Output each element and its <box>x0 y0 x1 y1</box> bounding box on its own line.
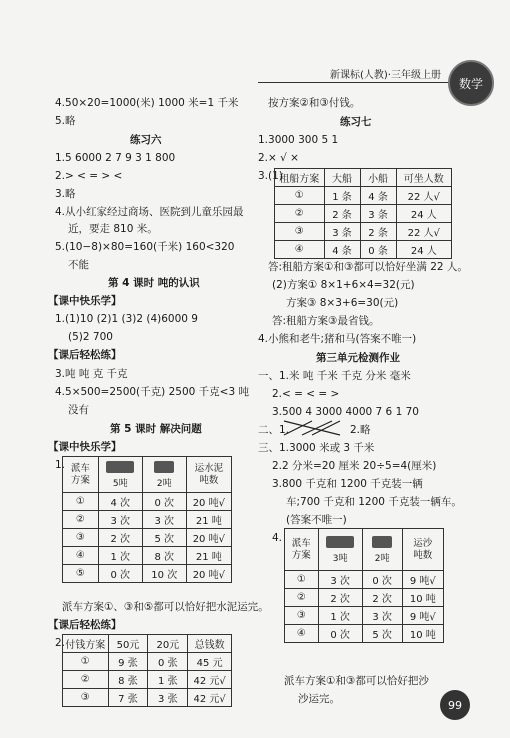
cement-cell: 3 次 <box>142 511 186 529</box>
cement-cell: 10 次 <box>142 565 186 583</box>
pay-cell: ② <box>63 671 109 689</box>
boat-cell: ① <box>275 187 325 205</box>
u1: 2.< = < = > <box>272 388 340 400</box>
cement-cell: 20 吨√ <box>186 493 231 511</box>
cement-cell: 3 次 <box>98 511 142 529</box>
sand-cell: 5 次 <box>362 625 402 643</box>
left-line-6: 4.从小红家经过商场、医院到儿童乐园最 <box>55 206 244 218</box>
sand-cell: ① <box>285 571 319 589</box>
u10: 4. <box>272 532 283 544</box>
pay-cell: 1 张 <box>148 671 188 689</box>
subject-badge: 数学 <box>448 60 494 106</box>
pay-cell: 45 元 <box>188 653 232 671</box>
left-line-16: 4.5×500=2500(千克) 2500 千克<3 吨 <box>55 386 249 398</box>
pay-cell: 7 张 <box>108 689 148 707</box>
boat-cell: 22 人√ <box>396 187 451 205</box>
pay-cell: 9 张 <box>108 653 148 671</box>
left-line-12: 1.(1)10 (2)1 (3)2 (4)6000 9 <box>55 313 198 325</box>
crossed-lines-drawing <box>282 417 342 439</box>
header-series: 新课标(人教)·三年级上册 <box>330 70 441 81</box>
lesson4-title: 第 4 课时 吨的认识 <box>108 277 200 289</box>
pay-h2: 20元 <box>148 635 188 653</box>
sand-h2: 2吨 <box>362 529 402 571</box>
left-line-1: 5.略 <box>55 115 76 127</box>
left-line-17: 没有 <box>68 404 89 416</box>
boat-h1: 大船 <box>324 169 360 187</box>
cement-cell: 2 次 <box>98 529 142 547</box>
sand-cell: 10 吨 <box>402 625 443 643</box>
cement-cell: 21 吨 <box>186 511 231 529</box>
left-line-5: 3.略 <box>55 188 76 200</box>
left-line-14: 【课后轻松练】 <box>48 349 122 361</box>
section-title-practice6: 练习六 <box>130 134 162 146</box>
boat-cell: 4 条 <box>324 241 360 259</box>
boat-cell: 22 人√ <box>396 223 451 241</box>
cement-cell: 4 次 <box>98 493 142 511</box>
payment-table <box>62 634 232 707</box>
pay-cell: 42 元√ <box>188 689 232 707</box>
cement-h3: 运水泥 吨数 <box>186 457 231 493</box>
u3: 二、1. <box>258 424 290 436</box>
pay-cell: 0 张 <box>148 653 188 671</box>
u2: 3.500 4 3000 4000 7 6 1 70 <box>272 406 419 418</box>
left-line-15: 3.吨 吨 克 千克 <box>55 368 128 380</box>
sand-cell: 9 吨√ <box>402 571 443 589</box>
boat-answer-4: 答:租船方案③最省钱。 <box>272 315 380 327</box>
sand-answer-1: 派车方案①和③都可以恰好把沙 <box>284 675 429 687</box>
boat-cell: 2 条 <box>324 205 360 223</box>
page-number: 99 <box>440 690 470 720</box>
sand-cell: 9 吨√ <box>402 607 443 625</box>
cement-cell: ③ <box>63 529 99 547</box>
pay-h1: 50元 <box>108 635 148 653</box>
u0: 一、1.米 吨 千米 千克 分米 毫米 <box>258 370 411 382</box>
pay-cell: ① <box>63 653 109 671</box>
truck-icon <box>154 461 174 473</box>
cement-cell: ⑤ <box>63 565 99 583</box>
boat-cell: 3 条 <box>324 223 360 241</box>
sand-cell: 2 次 <box>318 589 362 607</box>
boat-cell: ③ <box>275 223 325 241</box>
left-line-8: 5.(10−8)×80=160(千米) 160<320 <box>55 241 235 253</box>
truck-icon <box>326 536 354 548</box>
sand-cell: 0 次 <box>318 625 362 643</box>
cement-answer: 派车方案①、③和⑤都可以恰好把水泥运完。 <box>62 601 269 613</box>
right-l3: 3.(1) <box>258 170 283 182</box>
boat-cell: 4 条 <box>360 187 396 205</box>
right-q4: 4.小熊和老牛;猪和马(答案不唯一) <box>258 333 417 345</box>
sand-h1: 3吨 <box>318 529 362 571</box>
boat-h3: 可坐人数 <box>396 169 451 187</box>
left-line-4: 2.> < = > < <box>55 170 123 182</box>
unit3-title: 第三单元检测作业 <box>316 352 400 364</box>
pay-h0: 付钱方案 <box>63 635 109 653</box>
boat-cell: 24 人 <box>396 205 451 223</box>
sand-cell: ② <box>285 589 319 607</box>
sand-cell: ④ <box>285 625 319 643</box>
cement-cell: 8 次 <box>142 547 186 565</box>
sand-answer-2: 沙运完。 <box>298 693 340 705</box>
cement-h2: 2吨 <box>142 457 186 493</box>
sand-cell: 3 次 <box>362 607 402 625</box>
boat-table <box>274 168 452 259</box>
u8: 车;700 千克和 1200 千克装一辆车。 <box>286 496 462 508</box>
boat-h2: 小船 <box>360 169 396 187</box>
cement-h1: 5吨 <box>98 457 142 493</box>
boat-cell: 1 条 <box>324 187 360 205</box>
pay-cell: ③ <box>63 689 109 707</box>
sand-cell: 10 吨 <box>402 589 443 607</box>
left-after-practice: 【课后轻松练】 <box>48 619 122 631</box>
pay-cell: 3 张 <box>148 689 188 707</box>
boat-h0: 租船方案 <box>275 169 325 187</box>
pay-cell: 8 张 <box>108 671 148 689</box>
cement-cell: ④ <box>63 547 99 565</box>
boat-cell: 2 条 <box>360 223 396 241</box>
boat-answer-3: 方案③ 8×3+6=30(元) <box>286 297 399 309</box>
left-line-11: 【课中快乐学】 <box>48 295 122 307</box>
sand-table <box>284 528 444 643</box>
left-line-19: 【课中快乐学】 <box>48 441 122 453</box>
left-line-13: (5)2 700 <box>68 331 113 343</box>
u7: 3.800 千克和 1200 千克装一辆 <box>272 478 423 490</box>
cement-h0: 派车 方案 <box>63 457 99 493</box>
pay-cell: 42 元√ <box>188 671 232 689</box>
boat-answer-1: 答:租船方案①和③都可以恰好坐满 22 人。 <box>268 261 468 273</box>
left-line-20: 1. <box>55 459 66 471</box>
pay-h3: 总钱数 <box>188 635 232 653</box>
cement-cell: 20 吨√ <box>186 565 231 583</box>
boat-answer-2: (2)方案① 8×1+6×4=32(元) <box>272 279 415 291</box>
sand-cell: 1 次 <box>318 607 362 625</box>
boat-cell: ② <box>275 205 325 223</box>
cement-cell: 0 次 <box>142 493 186 511</box>
section-title-practice7: 练习七 <box>340 116 372 128</box>
sand-h3: 运沙 吨数 <box>402 529 443 571</box>
left-q2: 2. <box>55 637 66 649</box>
sand-cell: 0 次 <box>362 571 402 589</box>
right-l2: 2.× √ × <box>258 152 299 164</box>
left-line-3: 1.5 6000 2 7 9 3 1 800 <box>55 152 176 164</box>
sand-cell: 2 次 <box>362 589 402 607</box>
boat-cell: ④ <box>275 241 325 259</box>
truck-icon <box>106 461 134 473</box>
sand-h0: 派车 方案 <box>285 529 319 571</box>
left-line-9: 不能 <box>68 259 89 271</box>
cement-cell: 0 次 <box>98 565 142 583</box>
lesson5-title: 第 5 课时 解决问题 <box>110 423 202 435</box>
left-line-0: 4.50×20=1000(米) 1000 米=1 千米 <box>55 97 239 109</box>
sand-cell: 3 次 <box>318 571 362 589</box>
cement-cell: 20 吨√ <box>186 529 231 547</box>
boat-cell: 24 人 <box>396 241 451 259</box>
u6: 2.2 分米=20 厘米 20÷5=4(厘米) <box>272 460 437 472</box>
boat-cell: 0 条 <box>360 241 396 259</box>
u9: (答案不唯一) <box>286 514 347 526</box>
cement-cell: ② <box>63 511 99 529</box>
right-top: 按方案②和③付钱。 <box>268 97 361 109</box>
cement-cell: 21 吨 <box>186 547 231 565</box>
boat-cell: 3 条 <box>360 205 396 223</box>
cement-table <box>62 456 232 583</box>
right-l1: 1.3000 300 5 1 <box>258 134 339 146</box>
cement-cell: 1 次 <box>98 547 142 565</box>
cement-cell: ① <box>63 493 99 511</box>
left-line-7: 近，要走 810 米。 <box>68 223 158 235</box>
header-rule <box>258 82 448 83</box>
u4: 2.略 <box>350 424 371 436</box>
u5: 三、1.3000 米或 3 千米 <box>258 442 375 454</box>
cement-cell: 5 次 <box>142 529 186 547</box>
truck-icon <box>372 536 392 548</box>
sand-cell: ③ <box>285 607 319 625</box>
